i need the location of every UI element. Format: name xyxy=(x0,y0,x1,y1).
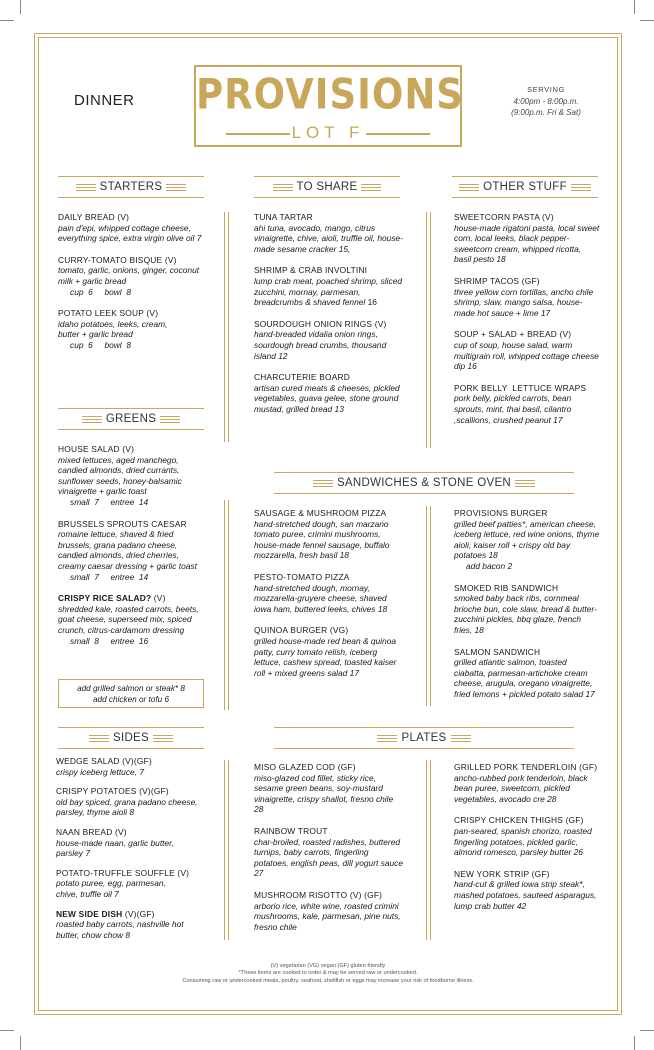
addon-line: add grilled salmon or steak* 8 xyxy=(77,684,185,693)
item-description: grilled atlantic salmon, toasted ciabatta, parmesan-artichoke cream cheese, arugula, oregano vinaigrette, fried lemons + pickled potato salad 17 xyxy=(454,657,595,699)
plates-list-left xyxy=(254,762,404,943)
item-price: cup 6 bowl 8 xyxy=(70,286,131,297)
item-name: NEW YORK STRIP (GF) xyxy=(454,868,550,879)
menu-item xyxy=(254,319,404,361)
health-warning: Consuming raw or undercooked meats, poultry, seafood, shellfish or eggs may increase your risk of foodborne illness. xyxy=(182,977,474,984)
item-name: SMOKED RIB SANDWICH xyxy=(454,582,559,593)
item-name: PESTO-TOMATO PIZZA xyxy=(254,571,350,582)
item-description: house-made rigatoni pasta, local sweet corn, local leeks, black pepper-sweetcorn cream, whipped ricotta, basil pesto 18 xyxy=(454,222,600,265)
item-name: GRILLED PORK TENDERLOIN (GF) xyxy=(454,762,598,772)
dietary-legend: (V) vegetarian (VG) vegan (GF) gluten friendly xyxy=(270,963,386,969)
item-price: small 8 entree 16 xyxy=(70,635,149,646)
serving-label: SERVING xyxy=(527,85,565,94)
item-description: potato puree, egg, parmesan, chive, truffle oil 7 xyxy=(56,878,166,899)
sides-list xyxy=(56,756,208,940)
ornament-icon xyxy=(166,184,186,191)
item-description: hand-cut & grilled iowa strip steak*, mashed potatoes, sauteed asparagus, lump crab butter 42 xyxy=(454,879,597,911)
ornament-icon xyxy=(451,735,471,742)
menu-item xyxy=(56,868,208,900)
ornament-icon xyxy=(377,735,397,742)
menu-item xyxy=(56,827,208,859)
item-name: PROVISIONS BURGER xyxy=(454,508,548,518)
sandwiches-list-left xyxy=(254,508,404,689)
item-description: hand-breaded vidalia onion rings, sourdough bread crumbs, thousand island 12 xyxy=(254,329,387,361)
menu-item xyxy=(254,890,404,932)
crop-mark xyxy=(634,0,635,14)
menu-item xyxy=(454,815,600,857)
add-protein-box xyxy=(58,679,204,708)
menu-item xyxy=(58,519,208,583)
item-description: pork belly, pickled carrots, bean sprouts, mint, thai basil, cilantro ,scallions, crushed peanut 17 xyxy=(454,393,572,425)
ornament-icon xyxy=(459,184,479,191)
menu-item xyxy=(58,308,214,350)
item-description: hand-stretched dough, san marzano tomato puree, crimini mushrooms, house-made fennel sausage, buffalo mozzarella, fresh basil 18 xyxy=(254,518,390,561)
menu-footer xyxy=(38,963,618,985)
menu-item xyxy=(58,444,208,508)
menu-item xyxy=(454,212,600,265)
item-description: grilled beef patties*, american cheese, iceberg lettuce, red wine onions, thyme aioli, kaiser roll + crispy old bay potatoes 18 xyxy=(454,518,600,561)
item-description: mixed lettuces, aged manchego, candied almonds, dried currants, sunflower seeds, honey-balsamic vinaigrette + garlic toast xyxy=(58,454,182,497)
item-name: RAINBOW TROUT xyxy=(254,825,328,836)
item-name: SALMON SANDWICH xyxy=(454,646,541,657)
item-description: romaine lettuce, shaved & fried brussels, grana padano cheese, candied almonds, dried cherries, creamy caesar dressing + garlic toast xyxy=(58,529,197,571)
logo-divider xyxy=(366,133,430,135)
item-description: tomato, garlic, onions, ginger, coconut milk + garlic bread xyxy=(58,265,200,286)
item-name: SWEETCORN PASTA (V) xyxy=(454,212,554,222)
column-divider xyxy=(426,760,427,940)
item-name: DAILY BREAD (V) xyxy=(58,212,130,222)
ornament-icon xyxy=(361,184,381,191)
item-description: grilled house-made red bean & quinoa patty, curry tomato relish, iceberg lettuce, cashew spread, toasted kaiser roll + mixed greens salad 17 xyxy=(254,635,397,678)
ornament-icon xyxy=(160,416,180,423)
item-name: POTATO-TRUFFLE SOUFFLE (V) xyxy=(56,867,190,878)
item-description: crispy iceberg lettuce, 7 xyxy=(56,766,144,777)
menu-item xyxy=(254,826,404,879)
menu-item xyxy=(58,212,214,244)
item-name: POTATO LEEK SOUP (V) xyxy=(58,308,159,319)
menu-item xyxy=(56,786,208,818)
column-divider xyxy=(430,212,431,448)
item-price: small 7 entree 14 xyxy=(70,496,149,507)
serving-time: 4:00pm - 8:00p.m. xyxy=(513,97,579,106)
ornament-icon xyxy=(82,416,102,423)
ornament-icon xyxy=(571,184,591,191)
item-name: CHARCUTERIE BOARD xyxy=(254,372,350,383)
item-description: pain d'epi, whipped cottage cheese, everything spice, extra virgin olive oil 7 xyxy=(58,222,202,244)
starters-list xyxy=(58,212,214,362)
item-name-highlight: CRISPY RICE SALAD? xyxy=(58,593,152,604)
column-divider xyxy=(426,212,427,448)
serving-time-weekend: (9:00p.m. Fri & Sat) xyxy=(511,108,581,117)
menu-item xyxy=(56,756,208,777)
section-header-greens: GREENS xyxy=(58,408,204,430)
item-description: char-broiled, roasted radishes, buttered turnips, baby carrots, fingerling potatoes, english peas, dill yogurt sauce 27 xyxy=(254,836,403,879)
item-name: WEDGE SALAD (V)(GF) xyxy=(56,756,152,766)
crop-mark xyxy=(20,1036,21,1050)
item-name: SHRIMP TACOS (GF) xyxy=(454,275,540,286)
to-share-list xyxy=(254,212,404,426)
ornament-icon xyxy=(76,184,96,191)
crop-mark xyxy=(20,0,21,14)
item-name: CURRY-TOMATO BISQUE (V) xyxy=(58,254,177,265)
item-description: cup of soup, house salad, warm multigrain roll, whipped cottage cheese dip 16 xyxy=(454,339,599,372)
item-name: CRISPY POTATOES (V)(GF) xyxy=(56,786,169,797)
section-header-other-stuff: OTHER STUFF xyxy=(452,176,598,198)
logo xyxy=(194,65,462,147)
item-name: NAAN BREAD (V) xyxy=(56,826,127,837)
item-name-tag: (V)(GF) xyxy=(122,908,155,919)
menu-item xyxy=(254,372,404,414)
item-name: TUNA TARTAR xyxy=(254,212,313,222)
crop-mark xyxy=(0,1030,14,1031)
column-divider xyxy=(430,760,431,940)
ornament-icon xyxy=(313,480,333,487)
item-description: shredded kale, roasted carrots, beets, goat cheese, superseed mix, spiced crunch, citrus-cardamom dressing xyxy=(58,603,199,635)
ornament-icon xyxy=(273,184,293,191)
column-divider xyxy=(426,506,427,706)
sandwiches-list-right xyxy=(454,508,600,711)
item-name xyxy=(58,593,208,604)
item-name: QUINOA BURGER (VG) xyxy=(254,625,349,636)
item-description: artisan cured meats & cheeses, pickled vegetables, guava gelee, stone ground mustad, grilled bread 13 xyxy=(254,382,400,414)
logo-subtitle: LOT F xyxy=(291,123,365,142)
item-description: miso-glazed cod fillet, sticky rice, sesame green beans, soy-mustard vinaigrette, crispy shallot, fresno chile 28 xyxy=(254,772,394,815)
item-name: SAUSAGE & MUSHROOM PIZZA xyxy=(254,508,387,518)
crop-mark xyxy=(0,20,14,21)
menu-item xyxy=(454,508,600,572)
raw-food-notice: *These items are cooked to order & may be served raw or undercooked. xyxy=(238,970,418,977)
item-name: SOURDOUGH ONION RINGS (V) xyxy=(254,318,387,329)
item-price: small 7 entree 14 xyxy=(70,571,149,582)
item-name: SOUP + SALAD + BREAD (V) xyxy=(454,329,572,340)
crop-mark xyxy=(640,20,654,21)
menu-item xyxy=(56,909,208,941)
item-description: house-made naan, garlic butter, parsley 7 xyxy=(56,837,174,859)
item-description: smoked baby back ribs, cornmeal brioche bun, cole slaw, bread & butter-zucchini pickles, bbq glaze, french fries, 18 xyxy=(454,593,597,635)
item-name: BRUSSELS SPROUTS CAESAR xyxy=(58,518,187,529)
item-description: pan-seared, spanish chorizo, roasted fingerling potatoes, pickled garlic, almond romesco, parsley butter 26 xyxy=(454,825,592,858)
item-description: ancho-rubbed pork tenderloin, black bean puree, sweetcorn, pickled vegetables, avocado cre 28 xyxy=(454,772,588,804)
item-price: add bacon 2 xyxy=(466,560,513,571)
item-name: HOUSE SALAD (V) xyxy=(58,444,135,454)
ornament-icon xyxy=(153,735,173,742)
menu-item xyxy=(454,329,600,371)
menu-item xyxy=(454,762,600,804)
meal-title: DINNER xyxy=(74,92,135,109)
item-description: arborio rice, white wine, roasted crimini mushrooms, kale, parmesan, pine nuts, fresno chile xyxy=(254,900,401,932)
menu-item xyxy=(454,869,600,911)
item-description: ahi tuna, avocado, mango, citrus vinaigrette, chive, aioli, truffle oil, house-made sesame cracker 15, xyxy=(254,222,403,254)
section-header-sandwiches: SANDWICHES & STONE OVEN xyxy=(274,472,574,494)
crop-mark xyxy=(634,1036,635,1050)
item-description: old bay spiced, grana padano cheese, parsley, thyme aioli 8 xyxy=(56,796,198,818)
item-name-tag: (V) xyxy=(151,593,166,604)
item-name: PORK BELLY LETTUCE WRAPS xyxy=(454,382,587,393)
menu-item xyxy=(254,572,404,614)
section-header-starters: STARTERS xyxy=(58,176,204,198)
column-divider xyxy=(224,500,225,710)
section-header-to-share: TO SHARE xyxy=(254,176,400,198)
column-divider xyxy=(224,760,225,940)
item-name xyxy=(56,909,208,920)
item-name: MUSHROOM RISOTTO (V) (GF) xyxy=(254,889,383,900)
plates-list-right xyxy=(454,762,600,922)
addon-line: add chicken or tofu 6 xyxy=(92,695,169,704)
greens-list xyxy=(58,444,208,657)
column-divider xyxy=(228,212,229,442)
column-divider xyxy=(430,506,431,706)
menu-item xyxy=(254,265,404,307)
menu-item xyxy=(254,625,404,678)
ornament-icon xyxy=(515,480,535,487)
menu-item xyxy=(254,212,404,254)
item-description: roasted baby carrots, nashville hot butter, chow chow 8 xyxy=(56,919,184,940)
section-header-sides: SIDES xyxy=(58,727,204,749)
item-name-highlight: NEW SIDE DISH xyxy=(56,908,123,919)
ornament-icon xyxy=(89,735,109,742)
item-price: cup 6 bowl 8 xyxy=(70,339,131,350)
column-divider xyxy=(228,760,229,940)
item-description: idaho potatoes, leeks, cream, butter + garlic bread xyxy=(58,318,168,340)
logo-wordmark: PROVISIONS xyxy=(196,70,464,119)
item-description: lump crab meat, poached shrimp, sliced zucchini, mornay, parmesan, breadcrumbs & shaved fennel xyxy=(254,275,403,308)
menu-item xyxy=(454,583,600,636)
section-header-plates: PLATES xyxy=(274,727,574,749)
item-description: hand-stretched dough, mornay, mozzarella-gruyere cheese, shaved iowa ham, buttered leeks, chives 18 xyxy=(254,582,388,614)
menu-item xyxy=(58,593,208,646)
crop-mark xyxy=(640,1030,654,1031)
other-stuff-list xyxy=(454,212,600,436)
menu-item xyxy=(254,762,404,815)
item-name: SHRIMP & CRAB INVOLTINI xyxy=(254,265,368,276)
item-description: three yellow corn tortillas, ancho chile shrimp, slaw, mango salsa, house-made hot sauce + lime 17 xyxy=(454,286,594,318)
menu-item xyxy=(454,276,600,318)
menu-item xyxy=(254,508,404,561)
menu-item xyxy=(454,647,600,700)
serving-hours xyxy=(498,84,594,118)
item-name: MISO GLAZED COD (GF) xyxy=(254,762,356,772)
column-divider xyxy=(228,500,229,710)
item-price: 16 xyxy=(367,297,377,308)
menu-item xyxy=(454,383,600,425)
menu-item xyxy=(58,255,214,297)
column-divider xyxy=(224,212,225,442)
item-name: CRISPY CHICKEN THIGHS (GF) xyxy=(454,815,584,826)
